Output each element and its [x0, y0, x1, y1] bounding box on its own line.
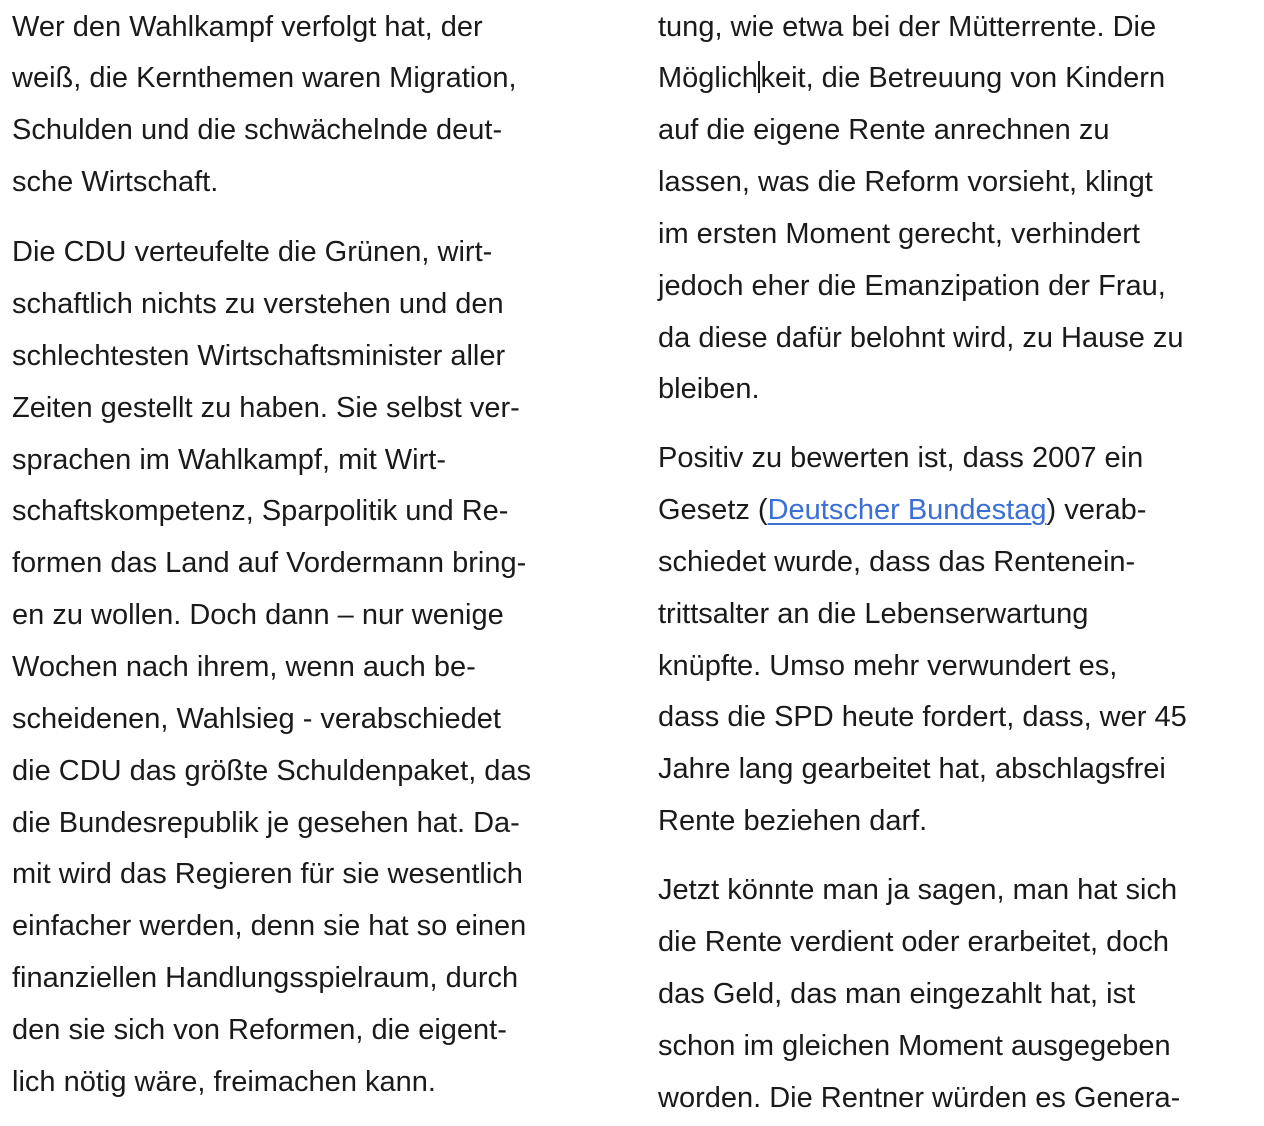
text-line: da diese dafür belohnt wird, zu Hause zu — [658, 322, 1184, 354]
text-line-with-caret[interactable] — [658, 52, 1165, 104]
text-line: Jahre lang gearbeitet hat, abschlagsfrei — [658, 753, 1166, 785]
text-line: das Geld, das man eingezahlt hat, ist — [658, 978, 1136, 1010]
text-line: schaftskompetenz, Sparpolitik und Re- — [12, 495, 509, 527]
text-segment: Möglich — [658, 62, 758, 94]
text-line: sche Wirtschaft. — [12, 166, 219, 198]
text-line: auf die eigene Rente anrechnen zu — [658, 114, 1110, 146]
text-line: tung, wie etwa bei der Mütterrente. Die — [658, 11, 1157, 43]
text-line: mit wird das Regieren für sie wesentlich — [12, 858, 523, 890]
text-line: Zeiten gestellt zu haben. Sie selbst ver- — [12, 392, 520, 424]
text-line: schiedet wurde, dass das Rentenein- — [658, 546, 1136, 578]
text-line: schlechtesten Wirtschaftsminister aller — [12, 340, 506, 372]
text-line: die Bundesrepublik je gesehen hat. Da- — [12, 807, 520, 839]
text-line: Rente beziehen darf. — [658, 805, 928, 837]
text-segment: ) verab- — [1046, 494, 1147, 526]
text-line: weiß, die Kernthemen waren Migration, — [12, 62, 517, 94]
text-line: die Rente verdient oder erarbeitet, doch — [658, 926, 1170, 958]
deutscher-bundestag-link[interactable]: Deutscher Bundestag — [767, 494, 1047, 526]
text-line: en zu wollen. Doch dann – nur wenige — [12, 599, 504, 631]
text-line: lassen, was die Reform vorsieht, klingt — [658, 166, 1153, 198]
text-line: die CDU das größte Schuldenpaket, das — [12, 755, 532, 787]
text-segment: Gesetz ( — [658, 494, 768, 526]
text-line: worden. Die Rentner würden es Genera- — [658, 1082, 1181, 1114]
text-line: lich nötig wäre, freimachen kann. — [12, 1066, 436, 1098]
text-line: scheidenen, Wahlsieg - verabschiedet — [12, 703, 501, 735]
text-line: jedoch eher die Emanzipation der Frau, — [658, 270, 1166, 302]
text-line: bleiben. — [658, 373, 760, 405]
text-line: einfacher werden, denn sie hat so einen — [12, 910, 527, 942]
text-line: Wer den Wahlkampf verfolgt hat, der — [12, 11, 483, 43]
text-line: Positiv zu bewerten ist, dass 2007 ein — [658, 442, 1144, 474]
text-line-with-link — [658, 484, 1146, 536]
text-line: knüpfte. Umso mehr verwundert es, — [658, 650, 1118, 682]
text-line: den sie sich von Reformen, die eigent- — [12, 1014, 507, 1046]
text-line: Die CDU verteufelte die Grünen, wirt- — [12, 236, 493, 268]
text-line: dass die SPD heute fordert, dass, wer 45 — [658, 701, 1187, 733]
text-line: formen das Land auf Vordermann bring- — [12, 547, 527, 579]
text-line: trittsalter an die Lebenserwartung — [658, 598, 1089, 630]
text-line: finanziellen Handlungsspielraum, durch — [12, 962, 519, 994]
text-line: sprachen im Wahlkampf, mit Wirt- — [12, 444, 446, 476]
text-line: schaftlich nichts zu verstehen und den — [12, 288, 504, 320]
text-line: Wochen nach ihrem, wenn auch be- — [12, 651, 476, 683]
text-line: im ersten Moment gerecht, verhindert — [658, 218, 1140, 250]
text-segment: keit, die Betreuung von Kindern — [760, 62, 1166, 94]
text-line: Jetzt könnte man ja sagen, man hat sich — [658, 874, 1178, 906]
text-line: Schulden und die schwächelnde deut- — [12, 114, 503, 146]
text-line: schon im gleichen Moment ausgegeben — [658, 1030, 1171, 1062]
